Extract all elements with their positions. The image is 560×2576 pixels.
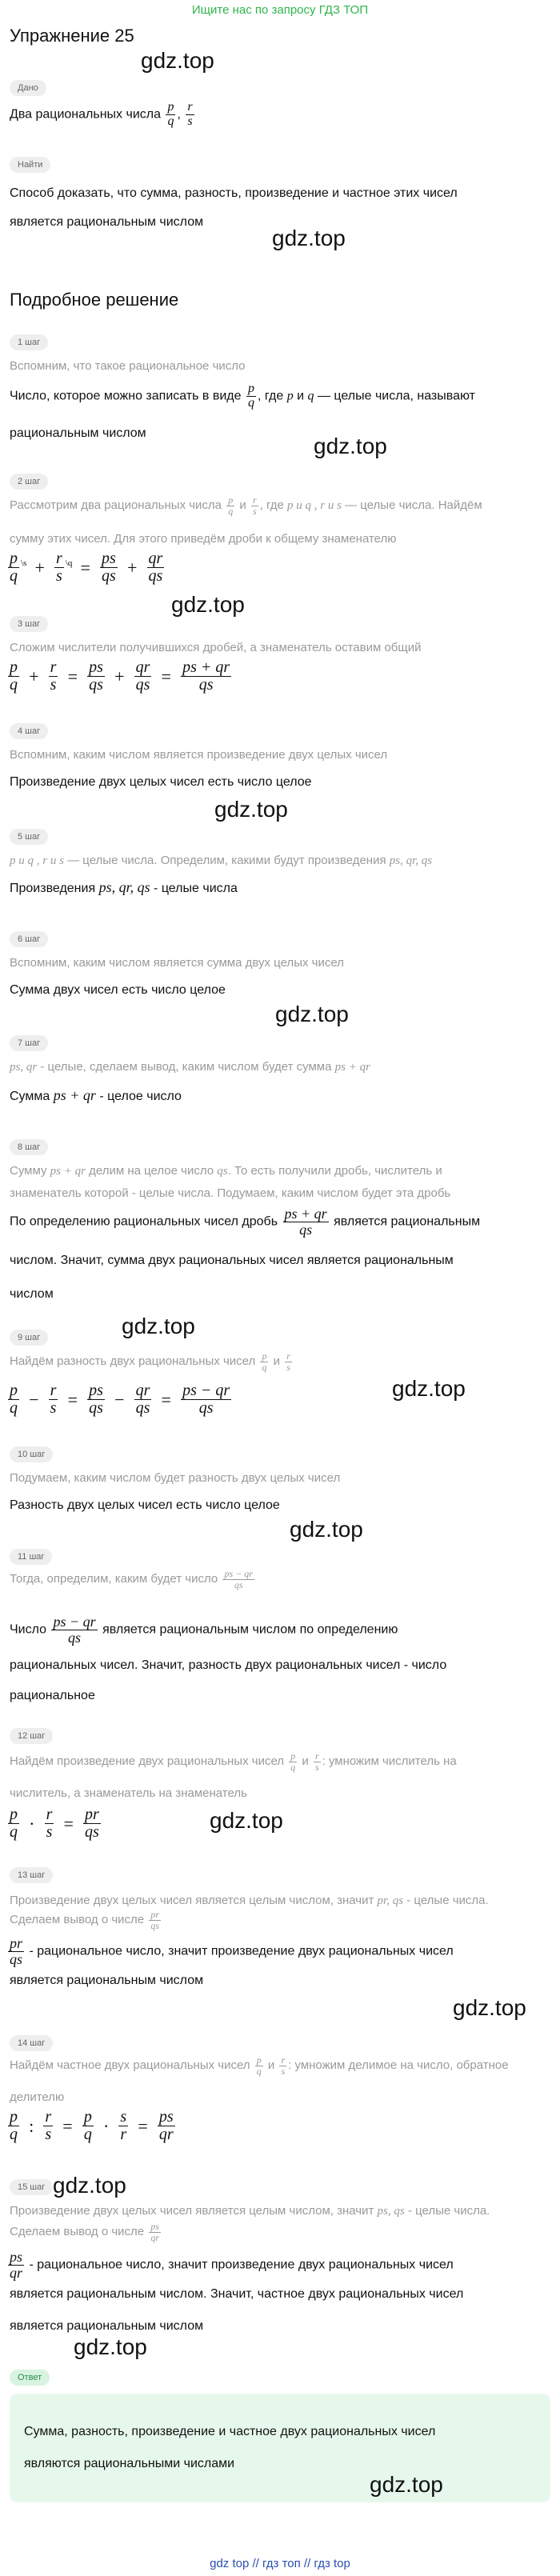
step-8-hint-2: знаменатель которой - целые числа. Подумаем, каким числом будет эта дробь	[10, 1186, 451, 1200]
answer-box	[10, 2394, 550, 2502]
step-11-badge: 11 шаг	[10, 1549, 52, 1565]
watermark: gdz.top	[370, 2472, 443, 2497]
step-15-text-2: является рациональным числом. Значит, частное двух рациональных чисел	[10, 2287, 464, 2301]
page-title: Упражнение 25	[10, 26, 134, 46]
step-15-badge: 15 шаг	[10, 2179, 53, 2195]
step-15-hint-2: Сделаем вывод о числе $\frac{ps}{qr}$	[10, 2220, 159, 2243]
step-13-text: $\frac{pr}{qs}$ - рациональное число, значит произведение двух рациональных чисел	[10, 1935, 454, 1967]
step-11-hint: Тогда, определим, каким будет число $\frac{ps - qr}{qs}$	[10, 1567, 253, 1590]
step-1-hint: Вспомним, что такое рациональное число	[10, 359, 246, 373]
step-14-formula: $\frac{p}{q}$ : $\frac{r}{s}$ = $\frac{p}{q}$ · $\frac{s}{r}$ = $\frac{ps}{qr}$	[10, 2108, 174, 2143]
step-4-hint: Вспомним, каким числом является произведение двух целых чисел	[10, 748, 388, 762]
step-8-text: По определению рациональных чисел дробь $\frac{ps + qr}{qs}$ является рациональным	[10, 1206, 481, 1238]
find-badge: Найти	[10, 157, 50, 173]
step-10-hint: Подумаем, каким числом будет разность двух целых чисел	[10, 1471, 341, 1485]
watermark: gdz.top	[453, 1995, 526, 2020]
step-15-hint: Произведение двух целых чисел является целым числом, значит ps, qs - целые числа.	[10, 2204, 490, 2218]
step-2-hint: Рассмотрим два рациональных числа $\frac{p}{q}$ и $\frac{r}{s}$ , где p и q , r и s — целые числа. Найдём	[10, 494, 482, 517]
step-6-badge: 6 шаг	[10, 931, 48, 947]
step-2-formula: $\frac{p}{q}$ $^{\backslash s}$ + $\frac{r}{s}$ $^{\backslash q}$ = $\frac{ps}{qs}$ + $\frac{qr}{qs}$	[10, 550, 163, 585]
step-8-badge: 8 шаг	[10, 1139, 48, 1155]
watermark: gdz.top	[210, 1808, 283, 1833]
step-13-text-2: является рациональным числом	[10, 1974, 204, 1987]
watermark: gdz.top	[392, 1376, 466, 1401]
given-label: Два рациональных числа	[10, 107, 161, 122]
step-13-hint-2: Сделаем вывод о числе $\frac{pr}{qs}$	[10, 1908, 159, 1931]
answer-badge: Ответ	[10, 2370, 50, 2386]
step-11-text-3: рациональное	[10, 1689, 95, 1702]
find-line-2: является рациональным числом	[10, 215, 204, 229]
step-2-badge: 2 шаг	[10, 474, 48, 490]
step-6-text: Сумма двух чисел есть число целое	[10, 983, 226, 997]
step-14-hint-2: делителю	[10, 2090, 65, 2104]
top-search-link[interactable]: Ищите нас по запросу ГДЗ ТОП	[191, 3, 369, 17]
watermark: gdz.top	[53, 2173, 126, 2198]
fraction-p-q: $\frac{p}{q}$	[167, 100, 174, 128]
watermark: gdz.top	[74, 2334, 147, 2359]
find-line-1: Способ доказать, что сумма, разность, произведение и частное этих чисел	[10, 186, 458, 200]
step-7-badge: 7 шаг	[10, 1035, 48, 1051]
given-text: Два рациональных числа $\frac{p}{q}$ , $\frac{r}{s}$	[10, 100, 193, 128]
watermark: gdz.top	[290, 1517, 363, 1542]
step-3-formula: $\frac{p}{q}$ + $\frac{r}{s}$ = $\frac{ps}{qs}$ + $\frac{qr}{qs}$ = $\frac{ps + qr}{qs}$	[10, 658, 230, 694]
step-2-hint-2: сумму этих чисел. Для этого приведём дроби к общему знаменателю	[10, 532, 397, 546]
step-7-hint: ps, qr - целые, сделаем вывод, каким числом будет сумма ps + qr	[10, 1060, 370, 1074]
step-7-text: Сумма ps + qr - целое число	[10, 1087, 182, 1103]
step-9-formula: $\frac{p}{q}$ − $\frac{r}{s}$ = $\frac{ps}{qs}$ − $\frac{qr}{qs}$ = $\frac{ps - qr}{qs}$	[10, 1382, 230, 1417]
step-12-formula: $\frac{p}{q}$ · $\frac{r}{s}$ = $\frac{pr}{qs}$	[10, 1806, 99, 1841]
given-badge: Дано	[10, 80, 46, 96]
step-1-text-2: рациональным числом	[10, 426, 146, 440]
step-11-text-2: рациональных чисел. Значит, разность двух рациональных чисел - число	[10, 1658, 447, 1672]
step-14-badge: 14 шаг	[10, 2035, 53, 2051]
step-3-hint: Сложим числители получившихся дробей, а знаменатель оставим общий	[10, 641, 422, 654]
watermark: gdz.top	[314, 434, 387, 458]
fraction-p-q: $\frac{p}{q}$	[228, 494, 234, 517]
step-12-hint: Найдём произведение двух рациональных чисел $\frac{p}{q}$ и $\frac{r}{s}$ : умножим числитель на	[10, 1750, 457, 1773]
step-14-hint: Найдём частное двух рациональных чисел $\frac{p}{q}$ и $\frac{r}{s}$ : умножим делимое на число, обратное	[10, 2054, 509, 2077]
step-8-text-3: числом	[10, 1287, 54, 1301]
step-10-badge: 10 шаг	[10, 1446, 53, 1462]
fraction-p-q: $\frac{p}{q}$	[247, 382, 254, 410]
step-1-badge: 1 шаг	[10, 334, 48, 350]
step-12-hint-2: числитель, а знаменатель на знаменатель	[10, 1786, 247, 1800]
step-5-text: Произведения ps, qr, qs - целые числа	[10, 879, 238, 895]
fraction-r-s: $\frac{r}{s}$	[252, 494, 257, 517]
step-11-text: Число $\frac{ps - qr}{qs}$ является рациональным числом по определению	[10, 1614, 398, 1646]
watermark: gdz.top	[141, 48, 214, 73]
step-12-badge: 12 шаг	[10, 1728, 53, 1744]
step-5-badge: 5 шаг	[10, 829, 48, 845]
step-10-text: Разность двух целых чисел есть число целое	[10, 1498, 280, 1512]
answer-line-1: Сумма, разность, произведение и частное двух рациональных чисел	[24, 2425, 436, 2438]
step-13-badge: 13 шаг	[10, 1867, 53, 1883]
step-4-badge: 4 шаг	[10, 723, 48, 739]
step-4-text: Произведение двух целых чисел есть число целое	[10, 775, 312, 789]
answer-line-2: являются рациональными числами	[24, 2457, 235, 2470]
step-15-text-3: является рациональным числом	[10, 2319, 204, 2333]
given-section	[10, 80, 46, 96]
watermark: gdz.top	[272, 226, 346, 250]
watermark: gdz.top	[171, 592, 245, 617]
step-9-badge: 9 шаг	[10, 1330, 48, 1346]
step-6-hint: Вспомним, каким числом является сумма двух целых чисел	[10, 956, 344, 970]
step-8-hint: Сумму ps + qr делим на целое число qs. То есть получили дробь, числитель и	[10, 1164, 442, 1178]
step-1-text: Число, которое можно записать в виде $\frac{p}{q}$ , где p и q — целые числа, называют	[10, 382, 475, 410]
fraction-r-s: $\frac{r}{s}$	[187, 100, 193, 128]
step-3-badge: 3 шаг	[10, 616, 48, 632]
solution-title: Подробное решение	[10, 290, 179, 310]
watermark: gdz.top	[214, 797, 288, 822]
step-15-text: $\frac{ps}{qr}$ - рациональное число, значит произведение двух рациональных чисел	[10, 2249, 454, 2281]
step-5-hint: p и q , r и s — целые числа. Определим, какими будут произведения ps, qr, qs	[10, 854, 433, 867]
step-8-text-2: числом. Значит, сумма двух рациональных чисел является рациональным	[10, 1254, 454, 1267]
step-9-hint: Найдём разность двух рациональных чисел $\frac{p}{q}$ и $\frac{r}{s}$	[10, 1350, 290, 1373]
watermark: gdz.top	[122, 1314, 195, 1338]
step-13-hint: Произведение двух целых чисел является целым числом, значит pr, qs - целые числа.	[10, 1894, 489, 1907]
watermark: gdz.top	[275, 1002, 349, 1026]
footer-links[interactable]: gdz top // гдз топ // гдз top	[210, 2557, 350, 2570]
